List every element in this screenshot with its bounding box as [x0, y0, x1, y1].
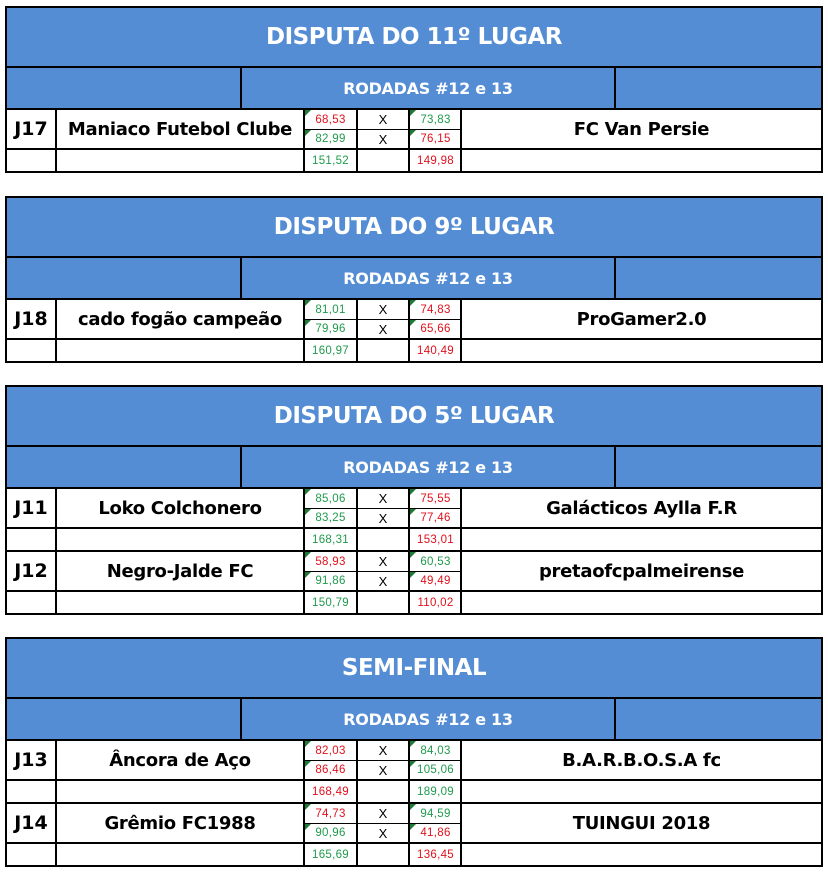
away-score-round-12: 75,55 [408, 489, 461, 509]
match-code-blank [7, 529, 57, 550]
away-score-round-12: 60,53 [408, 552, 461, 572]
home-team-name: Negro-Jalde FC [57, 552, 303, 592]
match-code: J13 [7, 741, 57, 781]
away-score-round-12: 84,03 [408, 741, 461, 761]
rodadas-label: RODADAS #12 e 13 [242, 258, 616, 298]
home-total-score: 168,49 [303, 781, 356, 802]
home-total-score: 150,79 [303, 592, 356, 613]
away-team-blank [460, 844, 821, 865]
section-title: DISPUTA DO 9º LUGAR [5, 196, 823, 258]
vs-marker: X [356, 300, 408, 320]
vs-marker: X [356, 320, 408, 340]
home-score-round-13: 79,96 [303, 320, 356, 340]
away-total-score: 149,98 [408, 150, 461, 171]
away-score-round-13: 65,66 [408, 320, 461, 340]
away-team-blank [460, 150, 821, 171]
away-score-round-12: 94,59 [408, 804, 461, 824]
home-team-name: cado fogão campeão [57, 300, 303, 340]
section-title: SEMI-FINAL [5, 637, 823, 699]
away-total-score: 189,09 [408, 781, 461, 802]
away-score-round-13: 41,86 [408, 824, 461, 844]
away-score-round-13: 49,49 [408, 572, 461, 592]
home-score-round-12: 85,06 [303, 489, 356, 509]
match-code-blank [7, 844, 57, 865]
vs-marker: X [356, 130, 408, 150]
home-total-score: 168,31 [303, 529, 356, 550]
away-team-name: FC Van Persie [460, 110, 821, 150]
away-total-score: 136,45 [408, 844, 461, 865]
match-code-blank [7, 781, 57, 802]
rodadas-row [5, 68, 823, 110]
vs-blank [356, 592, 408, 613]
vs-marker: X [356, 741, 408, 761]
vs-marker: X [356, 572, 408, 592]
home-score-round-12: 74,73 [303, 804, 356, 824]
rodadas-label: RODADAS #12 e 13 [242, 447, 616, 487]
match-code-blank [7, 340, 57, 361]
rodadas-blank-left [7, 258, 242, 298]
match-row [5, 804, 823, 867]
home-total-score: 165,69 [303, 844, 356, 865]
vs-blank [356, 150, 408, 171]
vs-blank [356, 781, 408, 802]
away-score-round-13: 105,06 [408, 761, 461, 781]
section-4 [5, 637, 823, 867]
match-code: J18 [7, 300, 57, 340]
away-team-name: B.A.R.B.O.S.A fc [460, 741, 821, 781]
rodadas-blank-left [7, 699, 242, 739]
away-score-round-13: 77,46 [408, 509, 461, 529]
match-row [5, 300, 823, 363]
away-team-blank [460, 340, 821, 361]
section-3 [5, 385, 823, 615]
away-team-name: TUINGUI 2018 [460, 804, 821, 844]
vs-marker: X [356, 110, 408, 130]
home-team-blank [57, 529, 303, 550]
away-team-name: Galácticos Aylla F.R [460, 489, 821, 529]
home-score-round-13: 82,99 [303, 130, 356, 150]
match-row [5, 552, 823, 615]
vs-marker: X [356, 804, 408, 824]
home-score-round-13: 86,46 [303, 761, 356, 781]
match-code-blank [7, 592, 57, 613]
home-team-name: Grêmio FC1988 [57, 804, 303, 844]
away-total-score: 153,01 [408, 529, 461, 550]
rodadas-blank-right [616, 447, 821, 487]
rodadas-label: RODADAS #12 e 13 [242, 68, 616, 108]
match-code: J14 [7, 804, 57, 844]
match-code: J17 [7, 110, 57, 150]
home-total-score: 160,97 [303, 340, 356, 361]
vs-marker: X [356, 824, 408, 844]
rodadas-blank-left [7, 68, 242, 108]
section-title: DISPUTA DO 11º LUGAR [5, 6, 823, 68]
home-team-blank [57, 781, 303, 802]
home-score-round-13: 91,86 [303, 572, 356, 592]
away-team-blank [460, 781, 821, 802]
vs-marker: X [356, 489, 408, 509]
section-title: DISPUTA DO 5º LUGAR [5, 385, 823, 447]
vs-blank [356, 844, 408, 865]
home-team-name: Maniaco Futebol Clube [57, 110, 303, 150]
vs-marker: X [356, 552, 408, 572]
away-score-round-12: 73,83 [408, 110, 461, 130]
rodadas-row [5, 447, 823, 489]
away-total-score: 140,49 [408, 340, 461, 361]
vs-blank [356, 529, 408, 550]
home-team-blank [57, 844, 303, 865]
section-2 [5, 196, 823, 363]
home-team-blank [57, 150, 303, 171]
away-score-round-12: 74,83 [408, 300, 461, 320]
match-code: J12 [7, 552, 57, 592]
away-total-score: 110,02 [408, 592, 461, 613]
rodadas-row [5, 258, 823, 300]
home-score-round-12: 58,93 [303, 552, 356, 572]
vs-marker: X [356, 761, 408, 781]
match-row [5, 489, 823, 552]
home-team-blank [57, 592, 303, 613]
home-score-round-12: 82,03 [303, 741, 356, 761]
rodadas-blank-right [616, 258, 821, 298]
rodadas-blank-left [7, 447, 242, 487]
match-row [5, 110, 823, 173]
vs-marker: X [356, 509, 408, 529]
home-team-blank [57, 340, 303, 361]
away-team-name: pretaofcpalmeirense [460, 552, 821, 592]
home-team-name: Âncora de Aço [57, 741, 303, 781]
home-total-score: 151,52 [303, 150, 356, 171]
rodadas-label: RODADAS #12 e 13 [242, 699, 616, 739]
vs-blank [356, 340, 408, 361]
away-team-name: ProGamer2.0 [460, 300, 821, 340]
home-team-name: Loko Colchonero [57, 489, 303, 529]
away-team-blank [460, 529, 821, 550]
rodadas-blank-right [616, 699, 821, 739]
match-code-blank [7, 150, 57, 171]
home-score-round-12: 81,01 [303, 300, 356, 320]
home-score-round-13: 83,25 [303, 509, 356, 529]
match-code: J11 [7, 489, 57, 529]
home-score-round-12: 68,53 [303, 110, 356, 130]
home-score-round-13: 90,96 [303, 824, 356, 844]
away-score-round-13: 76,15 [408, 130, 461, 150]
rodadas-blank-right [616, 68, 821, 108]
section-1 [5, 6, 823, 173]
away-team-blank [460, 592, 821, 613]
match-row [5, 741, 823, 804]
rodadas-row [5, 699, 823, 741]
